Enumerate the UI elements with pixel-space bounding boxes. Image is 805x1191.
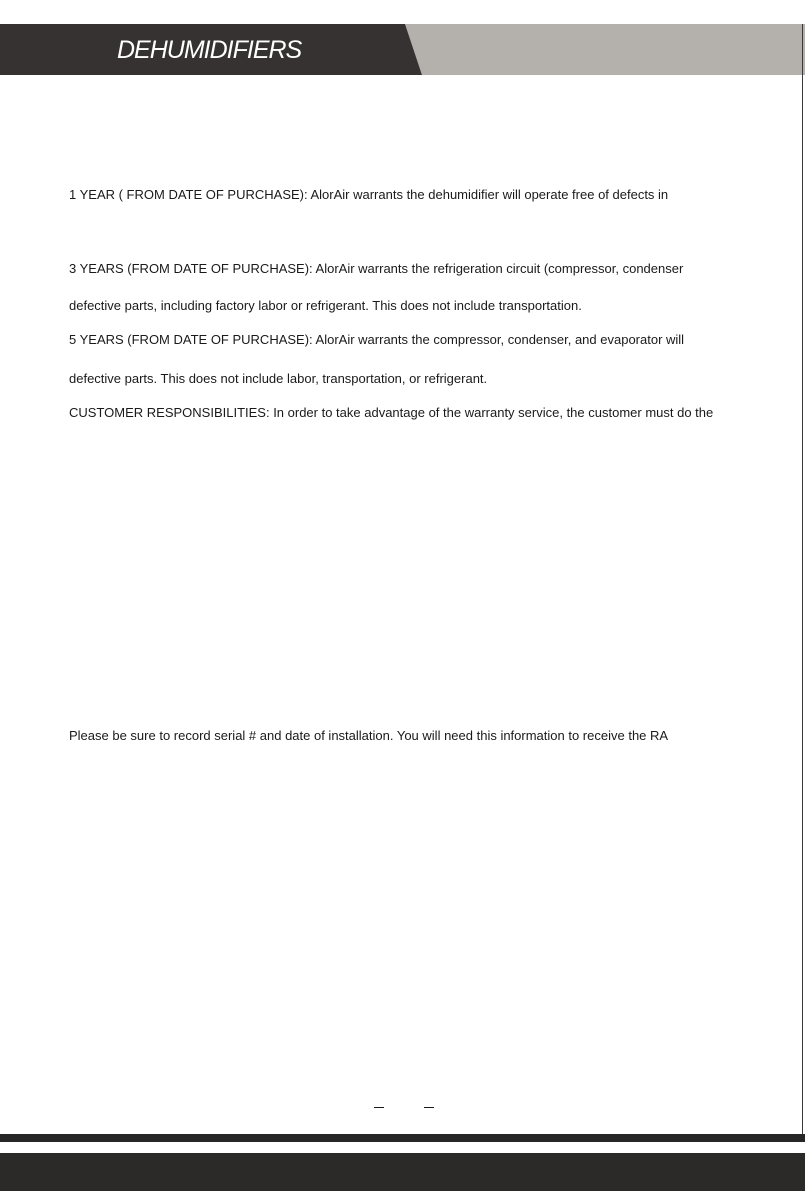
warranty-3-years-text: 3 YEARS (FROM DATE OF PURCHASE): AlorAir warrants the refrigeration circuit (compressor, condenser: [69, 261, 684, 276]
footer-bar: [0, 1153, 805, 1191]
page-number-area: [0, 1102, 805, 1112]
warranty-3-years-continuation: defective parts, including factory labor or refrigerant. This does not include transportation.: [69, 298, 582, 313]
serial-record-note: Please be sure to record serial # and date of installation. You will need this information to receive the RA: [69, 728, 669, 743]
page-number-dash-right: [424, 1107, 434, 1108]
warranty-5-years-continuation: defective parts. This does not include labor, transportation, or refrigerant.: [69, 371, 488, 386]
warranty-5-years-text: 5 YEARS (FROM DATE OF PURCHASE): AlorAir warrants the compressor, condenser, and evaporator will: [69, 332, 685, 347]
header-light-band: [405, 24, 805, 75]
page-number-dash-left: [374, 1107, 384, 1108]
warranty-1-year-text: 1 YEAR ( FROM DATE OF PURCHASE): AlorAir warrants the dehumidifier will operate free of defects in: [69, 187, 669, 202]
footer-rule: [0, 1134, 805, 1142]
customer-responsibilities-text: CUSTOMER RESPONSIBILITIES: In order to take advantage of the warranty service, the customer must do the: [69, 405, 714, 420]
page-header: [0, 24, 805, 75]
header-title: DEHUMIDIFIERS: [117, 36, 302, 64]
right-margin-rule: [802, 24, 803, 1140]
